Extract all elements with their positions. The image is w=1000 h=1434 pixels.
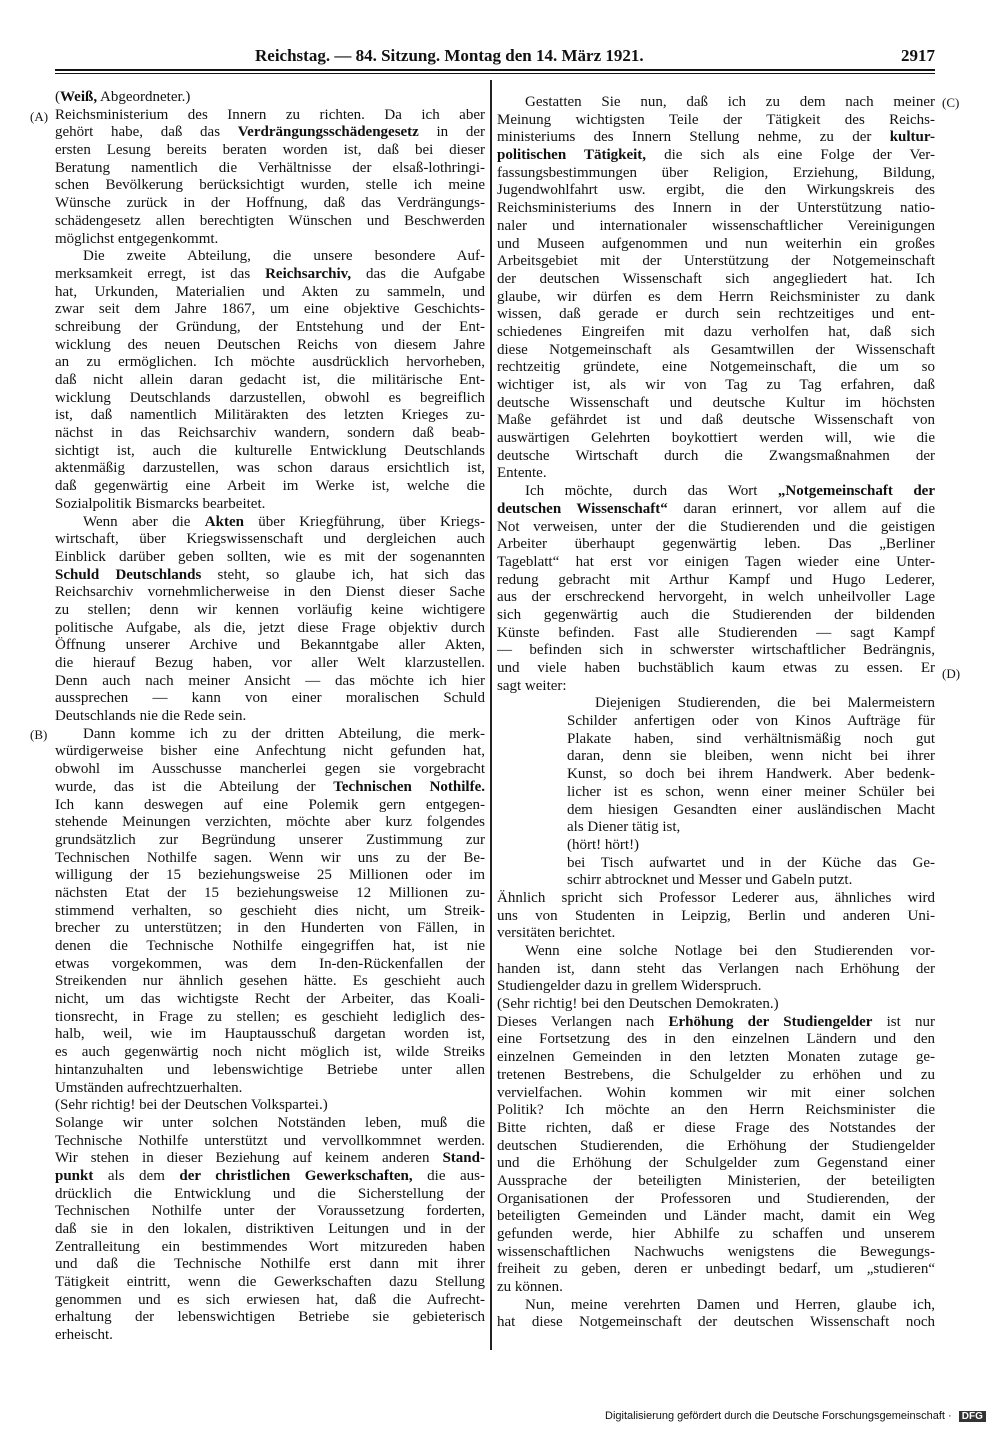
text-segment: Ich möchte, durch das Wort bbox=[525, 483, 778, 500]
text-segment: in der bbox=[418, 124, 485, 141]
text-line: tretenen Bestrebens, die Schulgelder zu erhöhen und zu bbox=[497, 1066, 935, 1083]
text-line: Entente. bbox=[497, 465, 547, 482]
margin-marker-b: (B) bbox=[30, 727, 48, 742]
text-line: versitäten berichtet. bbox=[497, 925, 616, 942]
text-line: obwohl im Ausschusse mancherlei gegen sie vorgebracht bbox=[55, 761, 485, 778]
text-line: Technischen Nothilfe unter der Voraussetzung forderten, bbox=[55, 1203, 485, 1220]
text-line: Maße gefährdet ist und daß deutsche Wissenschaft von bbox=[497, 412, 935, 429]
text-line bbox=[55, 514, 485, 532]
column-divider bbox=[490, 80, 492, 1350]
text-segment: gehört habe, daß das bbox=[55, 124, 238, 141]
text-line: fassungsbestimmungen über Religion, Erziehung, Bildung, bbox=[497, 164, 935, 181]
text-line: willigung der 15 beziehungsweise 25 Millionen oder im bbox=[55, 867, 485, 884]
text-line: und die Erhöhung der Schulgelder zum Gegenstand einer bbox=[497, 1155, 935, 1172]
text-line: wicklung Deutschlands darzustellen, obwohl es begreiflich bbox=[55, 389, 485, 406]
text-line: Politik? Ich möchte an den Herrn Reichsminister die bbox=[497, 1102, 935, 1119]
text-line bbox=[55, 1168, 485, 1186]
right-column bbox=[497, 94, 935, 1332]
text-line: daran, denn sie bleiben, wenn nicht bei ihrer bbox=[567, 748, 935, 765]
text-line: Sozialpolitik Bismarcks bearbeitet. bbox=[55, 495, 266, 512]
text-segment: ministeriums des Innern Stellung nehme, zu der bbox=[497, 129, 890, 146]
text-line bbox=[497, 1014, 935, 1032]
text-line: erheischt. bbox=[55, 1327, 113, 1344]
footer-credit: Digitalisierung gefördert durch die Deutsche Forschungsgemeinschaft · bbox=[605, 1410, 952, 1422]
bold-text: Schuld Deutschlands bbox=[55, 566, 202, 583]
text-line: Arbeiter überhaupt gegenwärtig leben. Das „Berliner bbox=[497, 536, 935, 553]
text-line: wirtschaft, über Kriegswissenschaft und dergleichen auch bbox=[55, 531, 485, 548]
text-segment: merksamkeit erregt, ist das bbox=[55, 265, 266, 282]
text-line: wissen, daß gerade er durch sein rechtzeitiges und ent- bbox=[497, 306, 935, 323]
text-line: zu stellen; denn wir kennen vorläufig keine wichtigere bbox=[55, 601, 485, 618]
text-line: genommen und es sich erwiesen hat, daß die Aufrecht- bbox=[55, 1291, 485, 1308]
text-segment: die sich als eine Folge der Ver- bbox=[646, 147, 935, 164]
text-line: Technischen Nothilfe sagen. Wenn wir uns zu der Be- bbox=[55, 849, 485, 866]
text-line: rechtzeitig gründete, eine Notgemeinschaft, die um so bbox=[497, 359, 935, 376]
text-segment: wurde, das ist die Abteilung der bbox=[55, 778, 334, 795]
margin-marker-c: (C) bbox=[942, 95, 960, 110]
text-segment: Abgeordneter.) bbox=[97, 89, 191, 105]
text-line: drücklich die Entwicklung und die Sicherstellung der bbox=[55, 1185, 485, 1202]
text-line: Denn auch nach meiner Ansicht — das möchte ich hier bbox=[55, 672, 485, 689]
text-line: wissenschaftlichen Nachwuchs wenigstens die Bewegungs- bbox=[497, 1243, 935, 1260]
text-line: nächst in das Reichsarchiv wandern, sondern daß beab- bbox=[55, 425, 485, 442]
text-line: Bitte richten, daß er diese Frage des Notstandes der bbox=[497, 1119, 935, 1136]
text-segment: über Kriegführung, über Kriegs- bbox=[243, 513, 485, 530]
text-block-interjection-quote bbox=[497, 837, 935, 855]
text-line: Solange wir unter solchen Notständen leben, muß die bbox=[55, 1114, 485, 1131]
text-block-cont bbox=[497, 1014, 935, 1297]
text-block-para bbox=[55, 726, 485, 1097]
text-line: Diejenigen Studierenden, die bei Malermeistern bbox=[595, 695, 935, 712]
text-line: handen ist, dann steht das Verlangen nach Erhöhung der bbox=[497, 960, 935, 977]
text-line: Plakate haben, sind verhältnismäßig noch gut bbox=[567, 730, 935, 747]
text-line: uns von Studenten in Leipzig, Berlin und anderen Uni- bbox=[497, 907, 935, 924]
text-line bbox=[55, 779, 485, 797]
text-line: Die zweite Abteilung, die unsere besondere Auf- bbox=[83, 248, 485, 265]
text-line: vervielfachen. Wohin kommen wir mit einer solchen bbox=[497, 1084, 935, 1101]
bold-text: Technischen Nothilfe. bbox=[333, 778, 485, 795]
text-line: (Sehr richtig! bei den Deutschen Demokraten.) bbox=[497, 996, 779, 1013]
page-number: 2917 bbox=[901, 46, 935, 65]
text-line: daß sie in den lokalen, distriktiven Leitungen und in der bbox=[55, 1221, 485, 1237]
text-line: (hört! hört!) bbox=[567, 836, 640, 853]
text-block-cont bbox=[497, 890, 935, 943]
text-line: etwas vorgekommen, was dem In-den-Rückenfallen der bbox=[55, 955, 485, 972]
text-line: stehende Meinungen verzichten, möchte aber kurz folgendes bbox=[55, 814, 485, 831]
text-line: tionsrecht, in Frage zu stellen; es geschieht lediglich des- bbox=[55, 1008, 485, 1025]
text-line: Meinung wichtigsten Teile der Tätigkeit des Reichs- bbox=[497, 111, 935, 128]
text-segment: ( bbox=[55, 89, 60, 105]
text-line: Ähnlich spricht sich Professor Lederer aus, ähnliches wird bbox=[497, 889, 935, 906]
text-line: Ich kann deswegen auf eine Polemik gern entgegen- bbox=[55, 796, 485, 813]
text-line: hat diese Notgemeinschaft der deutschen Wissenschaft noch bbox=[497, 1314, 935, 1331]
text-line: Schilder anfertigen oder von Kinos Aufträge für bbox=[567, 713, 935, 730]
text-segment: Wir stehen in dieser Beziehung auf keinem anderen bbox=[55, 1150, 443, 1167]
text-line: halb, weil, wie im Hauptausschuß dargetan worden ist, bbox=[55, 1026, 485, 1043]
text-block-quote-cont bbox=[497, 855, 935, 890]
text-line: licher ist es schon, wenn einer meiner Schüler bei bbox=[567, 783, 935, 800]
text-line: Reichsministerium des Innern zu richten. Da ich aber bbox=[55, 106, 485, 123]
text-line: es auch gegenwärtig noch nicht möglich ist, wilde Streiks bbox=[55, 1044, 485, 1061]
text-line bbox=[497, 129, 935, 147]
text-line: nächsten Etat der 15 beziehungsweise 12 Millionen zu- bbox=[55, 884, 485, 901]
text-line: naler und internationaler wissenschaftlicher Vereinigungen bbox=[497, 217, 935, 234]
text-block-interjection bbox=[55, 1097, 485, 1115]
text-line: brecher zu unterstützen; in den Hunderten von Fällen, in bbox=[55, 920, 485, 937]
text-line bbox=[497, 483, 935, 501]
text-block-speaker bbox=[55, 89, 485, 107]
header-rule-thin bbox=[55, 73, 935, 74]
text-line: wichtiger ist, als wir von Tag zu Tag erfahren, daß bbox=[497, 377, 935, 393]
text-line: schreibung der Gründung, der Entstehung und der Ent- bbox=[55, 318, 485, 335]
text-line: deutsche Wissenschaft und deutsche Kultur im höchsten bbox=[497, 394, 935, 411]
text-line: beteiligten Gemeinden und Länder macht, damit ein Weg bbox=[497, 1208, 935, 1225]
text-block-cont bbox=[55, 107, 485, 249]
text-line: Deutschlands nie die Rede sein. bbox=[55, 708, 247, 725]
text-line: daß gegenwärtig eine Arbeit im Werke ist, welche die bbox=[55, 478, 485, 495]
text-line: aussprechen — kann von einer moralischen Schuld bbox=[55, 690, 485, 707]
bold-text: punkt bbox=[55, 1167, 94, 1184]
text-line: Einblick darüber geben sollten, wie es mit der sogenannten bbox=[55, 548, 485, 565]
text-block-interjection bbox=[497, 996, 935, 1014]
text-line: als Diener tätig ist, bbox=[567, 819, 681, 836]
text-line: — befinden sich in schwerster wirtschaftlicher Bedrängnis, bbox=[497, 642, 935, 659]
text-line: sich gegenwärtig auch die Studierenden der bildenden bbox=[497, 606, 935, 623]
text-line: schiedenes Eingreifen mit dazu verholfen hat, daß sich bbox=[497, 323, 935, 340]
text-line: Umständen aufrechtzuerhalten. bbox=[55, 1079, 243, 1096]
text-block-para bbox=[55, 514, 485, 726]
text-line: Nun, meine verehrten Damen und Herren, glaube ich, bbox=[525, 1296, 935, 1313]
text-line: Studiengelder dazu in grellem Widerspruch. bbox=[497, 978, 762, 995]
text-segment: das die Aufgabe bbox=[351, 265, 485, 282]
text-line: freiheit zu geben, deren er unbedingt bedarf, um „studieren“ bbox=[497, 1261, 935, 1278]
text-line: grundsätzlich zur Begründung unserer Zustimmung zur bbox=[55, 831, 485, 848]
text-line: an zu ermöglichen. Ich möchte ausdrücklich hervorheben, bbox=[55, 354, 485, 371]
text-segment: Wenn aber die bbox=[83, 513, 205, 530]
text-line: Aussprache der beteiligten Ministerien, der beteiligten bbox=[497, 1172, 935, 1189]
text-line: Wenn eine solche Notlage bei den Studierenden vor- bbox=[525, 943, 935, 959]
text-block-para bbox=[497, 483, 935, 695]
text-segment: als dem bbox=[93, 1167, 180, 1184]
text-block-quote bbox=[497, 695, 935, 837]
text-line: Organisationen der Professoren und Studierenden, der bbox=[497, 1190, 935, 1207]
text-block-para bbox=[497, 943, 935, 996]
text-line: Wünsche zurück in der Hoffnung, daß das Verdrängungs- bbox=[55, 195, 485, 212]
bold-text: kultur- bbox=[889, 129, 935, 146]
text-block-para-open bbox=[497, 1297, 935, 1332]
text-line: Streikenden nur ähnlich gesehen hätte. Es geschieht auch bbox=[55, 973, 485, 990]
bold-text: deutschen Wissenschaft“ bbox=[497, 500, 668, 517]
margin-marker-d: (D) bbox=[942, 666, 961, 681]
text-line: eine Fortsetzung des in den einzelnen Ländern und den bbox=[497, 1031, 935, 1048]
text-segment: steht, so glaube ich, hat sich das bbox=[201, 566, 485, 583]
text-line: politische Aufgabe, als die, jetzt diese Frage objektiv durch bbox=[55, 619, 485, 636]
text-line: möglichst entgegenkommt. bbox=[55, 230, 219, 247]
text-line: und viele haben buchstäblich kaum etwas zu essen. Er bbox=[497, 660, 935, 676]
text-line: sichtigt ist, auch die kulturelle Entwicklung Deutschlands bbox=[55, 442, 485, 459]
text-segment: Dieses Verlangen nach bbox=[497, 1013, 669, 1030]
text-line: hat, Urkunden, Materialien und Akten zu sammeln, und bbox=[55, 283, 485, 300]
running-title: Reichstag. — 84. Sitzung. Montag den 14. März 1921. bbox=[255, 46, 644, 65]
text-line: aus der erschreckend hervorgeht, in welch unheilvoller Lage bbox=[497, 589, 935, 606]
text-line: schen Bevölkerung berücksichtigt wurden, stelle ich meine bbox=[55, 177, 485, 194]
text-line: schädengesetz allen berechtigten Wünschen und Beschwerden bbox=[55, 212, 485, 229]
text-line: (Sehr richtig! bei der Deutschen Volkspartei.) bbox=[55, 1097, 328, 1114]
text-line: aktenmäßig darzustellen, was schon daraus ersichtlich ist, bbox=[55, 460, 485, 477]
bold-text: Verdrängungsschädengesetz bbox=[237, 124, 419, 141]
text-line: Reichsarchiv vornehmlicherweise in den Dienst dieser Sache bbox=[55, 584, 485, 601]
bold-text: Akten bbox=[204, 513, 244, 530]
text-block-para bbox=[55, 248, 485, 513]
text-line: ist, daß namentlich Militärakten des letzten Krieges zu- bbox=[55, 407, 485, 424]
text-line: auswärtigen Gelehrten boykottiert werden will, wie die bbox=[497, 430, 935, 447]
text-line bbox=[55, 89, 485, 107]
bold-text: Reichsarchiv, bbox=[265, 265, 352, 282]
text-line: erhaltung der lebenswichtigen Betriebe sie gebieterisch bbox=[55, 1309, 485, 1326]
text-line bbox=[55, 567, 485, 585]
bold-text: Stand- bbox=[442, 1150, 485, 1167]
text-block-cont bbox=[55, 1115, 485, 1345]
text-line bbox=[497, 147, 935, 165]
text-line: Reichsministeriums des Innern in der Unterstützung natio- bbox=[497, 200, 935, 217]
text-line: Gestatten Sie nun, daß ich zu dem nach meiner bbox=[525, 94, 935, 110]
margin-marker-a: (A) bbox=[30, 109, 49, 124]
text-line: bei Tisch aufwartet und in der Küche das Ge- bbox=[567, 854, 935, 871]
text-line: glaube, wir dürfen es dem Herrn Reichsminister zu dank bbox=[497, 288, 935, 305]
text-line: Not verweisen, unter der die Studierenden und die geistigen bbox=[497, 518, 935, 535]
text-line: würdigerweise bisher eine Anfechtung nicht gefunden hat, bbox=[55, 743, 485, 760]
text-line: der deutschen Wissenschaft sich angegliedert hat. Ich bbox=[497, 270, 935, 287]
text-line: zu können. bbox=[497, 1279, 563, 1296]
text-line: hintanzuhalten und lebenswichtige Betriebe unter allen bbox=[55, 1061, 485, 1078]
text-line: Tätigkeit eintritt, wenn die Gewerkschaften dazu Stellung bbox=[55, 1274, 485, 1291]
text-line: denen die Technische Nothilfe eingegriffen hat, ist nie bbox=[55, 938, 485, 954]
text-line: ersten Lesung bereits beraten worden ist, daß bei dieser bbox=[55, 142, 485, 159]
text-line: Arbeitsgebiet mit der Unterstützung der Notgemeinschaft bbox=[497, 253, 935, 270]
text-segment: die aus- bbox=[412, 1167, 485, 1184]
page-header bbox=[55, 46, 935, 68]
footer bbox=[605, 1410, 986, 1422]
text-line bbox=[55, 1150, 485, 1168]
text-line bbox=[497, 501, 935, 519]
text-segment: daran erinnert, vor allem auf die bbox=[667, 500, 935, 517]
bold-text: politischen Tätigkeit, bbox=[497, 147, 647, 164]
text-line: und daß die Technische Nothilfe erst dann mit ihrer bbox=[55, 1256, 485, 1273]
left-column bbox=[55, 89, 485, 1345]
text-line: Tageblatt“ hat erst vor einigen Tagen wieder eine Unter- bbox=[497, 553, 935, 570]
text-line: nicht, um das wichtigste Recht der Arbeiter, das Koali- bbox=[55, 991, 485, 1008]
text-line: Beratung namentlich die Verhältnisse der elsaß-lothringi- bbox=[55, 159, 485, 176]
text-line: sagt weiter: bbox=[497, 677, 567, 694]
text-line: schirr abtrocknet und Messer und Gabeln putzt. bbox=[567, 872, 853, 889]
header-rule bbox=[55, 69, 935, 71]
text-line: stimmend verhalten, so geschieht dies nicht, um Streik- bbox=[55, 902, 485, 919]
text-line: und Museen aufgenommen und nun weiterhin ein großes bbox=[497, 235, 935, 252]
text-line: deutschen Studierenden, die Erhöhung der Studiengelder bbox=[497, 1137, 935, 1154]
text-line: deutsche Wirtschaft durch die Zwangsmaßnahmen der bbox=[497, 447, 935, 464]
bold-text: der christlichen Gewerkschaften, bbox=[179, 1167, 413, 1184]
bold-text: Erhöhung der Studiengelder bbox=[668, 1013, 873, 1030]
text-line: redung gebracht mit Arthur Kampf und Hugo Lederer, bbox=[497, 571, 935, 588]
text-line bbox=[55, 124, 485, 142]
text-line: zwar seit dem Jahre 1867, um eine objektive Geschichts- bbox=[55, 301, 485, 318]
dfg-logo: DFG bbox=[959, 1411, 986, 1422]
text-line: Künste befinden. Fast alle Studierenden — sagt Kampf bbox=[497, 624, 935, 641]
text-line: gefunden werde, hier Abhilfe zu schaffen und unserem bbox=[497, 1226, 935, 1242]
text-line: Technische Nothilfe unterstützt und vervollkommnet werden. bbox=[55, 1132, 485, 1149]
bold-text: Weiß, bbox=[60, 89, 98, 105]
text-line: daß nicht allein daran gedacht ist, die militärische Ent- bbox=[55, 372, 485, 388]
text-line: dem hiesigen Gesandten einer ausländischen Macht bbox=[567, 801, 935, 818]
text-line: Kunst, so doch bei ihrem Handwerk. Aber bedenk- bbox=[567, 766, 935, 783]
text-line: Zentralleitung ein bestimmendes Wort mitzureden haben bbox=[55, 1238, 485, 1255]
text-line: einzelnen Gemeinden in den letzten Monaten zutage ge- bbox=[497, 1049, 935, 1066]
text-line: Dann komme ich zu der dritten Abteilung, die merk- bbox=[83, 725, 485, 742]
text-line: die hierauf Bezug haben, vor aller Welt klarzustellen. bbox=[55, 655, 485, 671]
text-block-para bbox=[497, 94, 935, 483]
text-line: Öffnung unserer Archive und Bekanntgabe aller Akten, bbox=[55, 637, 485, 654]
bold-text: „Notgemeinschaft der bbox=[777, 483, 935, 500]
text-segment: ist nur bbox=[872, 1013, 935, 1030]
text-line: diese Notgemeinschaft als Gesamtwillen der Wissenschaft bbox=[497, 341, 935, 358]
text-line: Jugendwohlfahrt usw. ergibt, die den Wirkungskreis des bbox=[497, 182, 935, 199]
text-line: wicklung des neuen Deutschen Reichs von diesem Jahre bbox=[55, 336, 485, 353]
text-line bbox=[55, 266, 485, 284]
